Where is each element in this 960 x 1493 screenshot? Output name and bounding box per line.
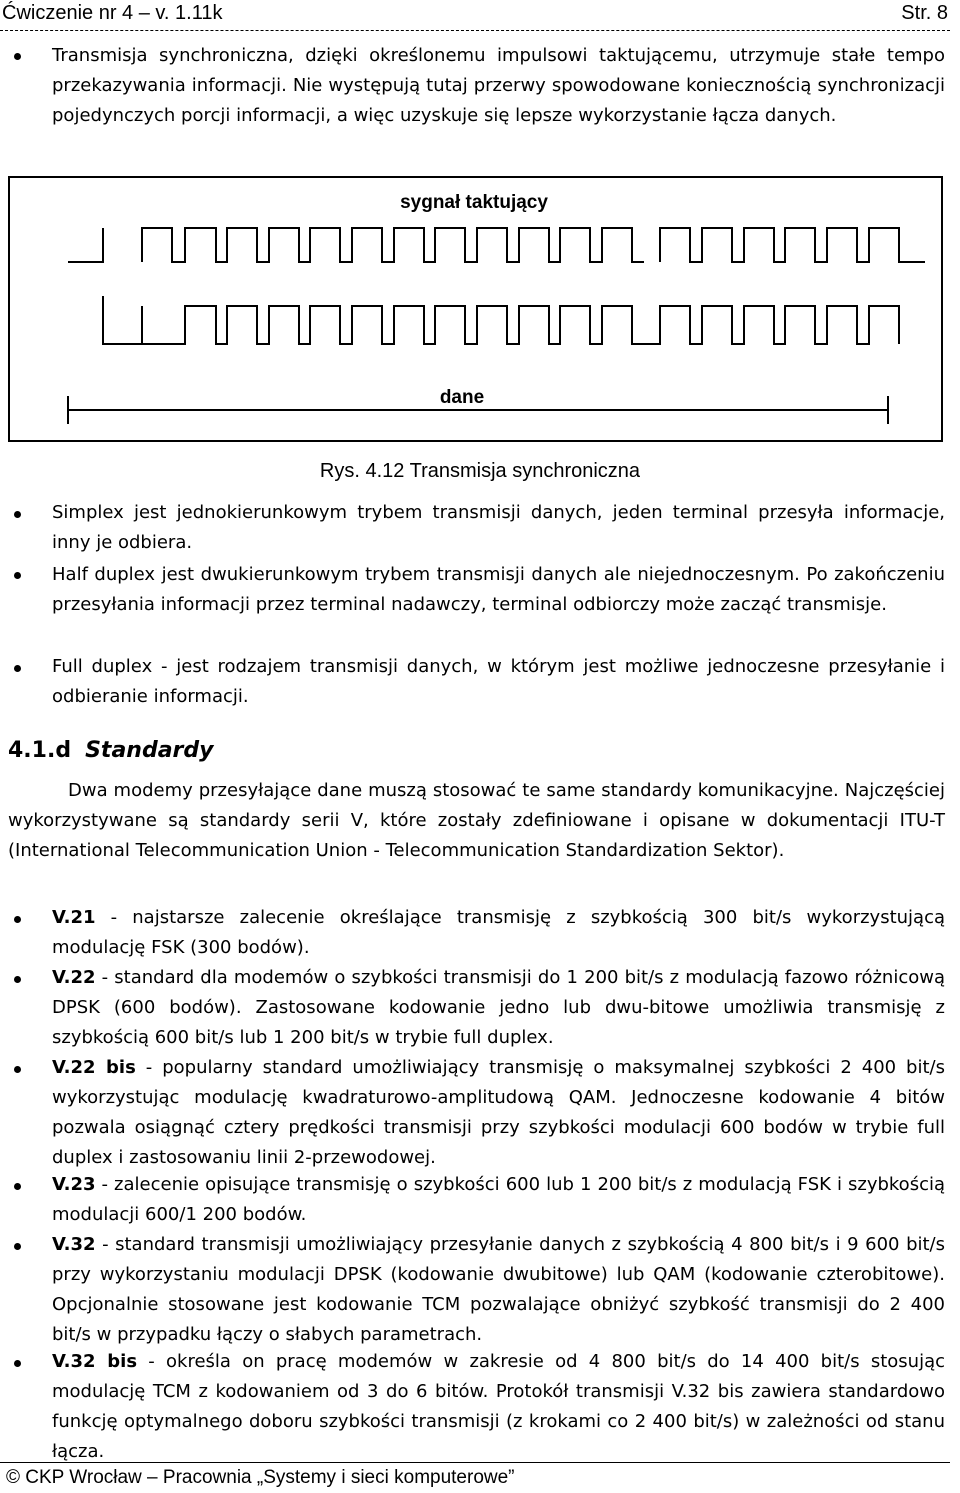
standard-desc: - najstarsze zalecenie określające transmisję z szybkością 300 bit/s wykorzystującą modulację FSK (300 bodów).	[52, 907, 945, 958]
waveform-diagram	[10, 178, 945, 444]
bullet-icon	[14, 976, 21, 983]
data-signal-label: dane	[439, 387, 485, 408]
bullet-icon	[14, 1360, 21, 1367]
standard-v22-bis	[52, 1053, 945, 1173]
bullet-icon	[14, 572, 21, 579]
clock-signal-label: sygnał taktujący	[400, 192, 548, 213]
bullet-icon	[14, 1066, 21, 1073]
standard-name: V.32	[52, 1234, 96, 1255]
standard-name: V.22 bis	[52, 1057, 136, 1078]
footer-text: © CKP Wrocław – Pracownia „Systemy i sieci komputerowe”	[6, 1467, 515, 1488]
page-footer	[0, 1462, 950, 1493]
bullet-icon	[14, 511, 21, 518]
bullet-icon	[14, 916, 21, 923]
standard-v22	[52, 963, 945, 1053]
standard-name: V.32 bis	[52, 1351, 138, 1372]
standard-v32-bis	[52, 1347, 945, 1467]
mode-half-duplex: Half duplex jest dwukierunkowym trybem transmisji danych ale niejednoczesnym. Po zakończeniu przesyłania informacji przez terminal nadawczy, terminal odbiorczy może zacząć transmisje.	[52, 564, 945, 615]
standards-intro: Dwa modemy przesyłające dane muszą stosować te same standardy komunikacyjne. Najczęściej wykorzystywane są standardy serii V, które zostały zdefiniowane i opisane w dokumentacji ITU-T (International Telecommunication Union - Telecommunication Standardization Sektor).	[8, 780, 945, 861]
standard-v21	[52, 903, 945, 963]
standard-v23	[52, 1170, 945, 1230]
section-title: Standardy	[85, 738, 214, 763]
sync-transmission-figure	[8, 176, 943, 442]
bullet-icon	[14, 53, 21, 60]
bullet-icon	[14, 1183, 21, 1190]
standard-desc: - popularny standard umożliwiający transmisję o maksymalnej szybkości 2 400 bit/s wykorzystując modulację kwadraturowo-amplitudową QAM. Jednoczesne kodowanie 4 bitów pozwala osiągnąć cztery prędkości transmisji przy szybkości modulacji 600 bodów w trybie full duplex i zastosowaniu linii 2-przewodowej.	[52, 1057, 945, 1168]
mode-simplex: Simplex jest jednokierunkowym trybem transmisji danych, jeden terminal przesyła informacje, inny je odbiera.	[52, 502, 945, 553]
intro-paragraph: Transmisja synchroniczna, dzięki określonemu impulsowi taktującemu, utrzymuje stałe tempo przekazywania informacji. Nie występują tutaj przerwy spowodowane koniecznością synchronizacji pojedynczych porcji informacji, a więc uzyskuje się lepsze wykorzystanie łącza danych.	[52, 45, 945, 126]
mode-full-duplex: Full duplex - jest rodzajem transmisji danych, w którym jest możliwe jednoczesne przesyłanie i odbieranie informacji.	[52, 656, 945, 707]
data-signal-wave	[103, 296, 899, 344]
standard-desc: - określa on pracę modemów w zakresie od 4 800 bit/s do 14 400 bit/s stosując modulację TCM z kodowaniem od 3 do 6 bitów. Protokół transmisji V.32 bis zawiera standardowo funkcję optymalnego doboru szybkości transmisji (z krokami co 2 400 bit/s) w zależności od stanu łącza.	[52, 1351, 945, 1462]
standard-name: V.21	[52, 907, 96, 928]
standard-v32	[52, 1230, 945, 1350]
header-title: Ćwiczenie nr 4 – v. 1.11k	[2, 2, 223, 24]
page-header	[0, 0, 950, 31]
standard-name: V.22	[52, 967, 96, 988]
clock-signal-wave	[68, 228, 925, 262]
section-heading	[8, 738, 213, 763]
standard-desc: - standard dla modemów o szybkości transmisji do 1 200 bit/s z modulacją fazowo różnicową DPSK (600 bodów). Zastosowane kodowanie jedno lub dwu-bitowe umożliwia transmisję z szybkością 600 bit/s lub 1 200 bit/s w trybie full duplex.	[52, 967, 945, 1048]
bullet-icon	[14, 1243, 21, 1250]
section-number: 4.1.d	[8, 738, 72, 763]
figure-caption: Rys. 4.12 Transmisja synchroniczna	[319, 460, 641, 482]
standard-name: V.23	[52, 1174, 96, 1195]
standard-desc: - standard transmisji umożliwiający przesyłanie danych z szybkością 4 800 bit/s i 9 600 bit/s przy wykorzystaniu modulacji DPSK (kodowanie dwubitowe) lub QAM (kodowanie czterobitowe). Opcjonalnie stosowane jest kodowanie TCM pozwalające obniżyć szybkość transmisji do 2 400 bit/s w przypadku łączy o słabych parametrach.	[52, 1234, 945, 1345]
bullet-icon	[14, 665, 21, 672]
standard-desc: - zalecenie opisujące transmisję o szybkości 600 lub 1 200 bit/s z modulacją FSK i szybkością modulacji 600/1 200 bodów.	[52, 1174, 945, 1225]
page-number: Str. 8	[901, 2, 948, 24]
